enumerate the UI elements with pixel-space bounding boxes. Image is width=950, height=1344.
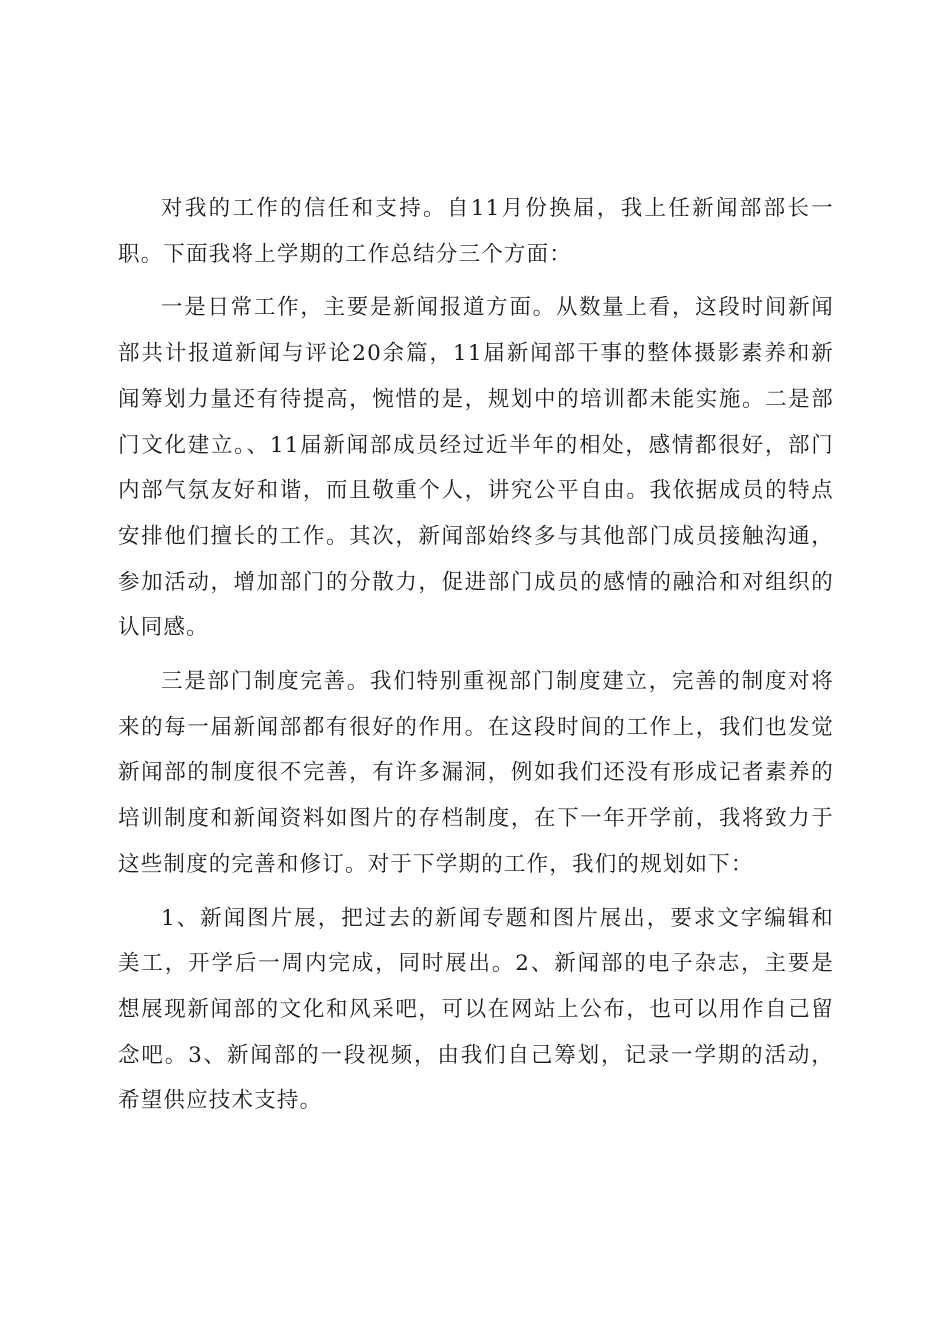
document-body [118, 186, 834, 1132]
paragraph-daily-work: 一是日常工作，主要是新闻报道方面。从数量上看，这段时间新闻部共计报道新闻与评论20余篇，11届新闻部干事的整体摄影素养和新闻筹划力量还有待提高，惋惜的是，规划中的培训都未能实施。二是部门文化建立。、11届新闻部成员经过近半年的相处，感情都很好，部门内部气氛友好和谐，而且敬重个人，讲究公平自由。我依据成员的特点安排他们擅长的工作。其次，新闻部始终多与其他部门成员接触沟通，参加活动，增加部门的分散力，促进部门成员的感情的融洽和对组织的认同感。 [118, 295, 834, 641]
paragraph-system-improvement: 三是部门制度完善。我们特别重视部门制度建立，完善的制度对将来的每一届新闻部都有很好的作用。在这段时间的工作上，我们也发觉新闻部的制度很不完善，有许多漏洞，例如我们还没有形成记者素养的培训制度和新闻资料如图片的存档制度，在下一年开学前，我将致力于这些制度的完善和修订。对于下学期的工作，我们的规划如下： [118, 669, 834, 877]
paragraph-intro: 对我的工作的信任和支持。自11月份换届，我上任新闻部部长一职。下面我将上学期的工作总结分三个方面： [118, 196, 834, 267]
paragraph-next-semester-plan: 1、新闻图片展，把过去的新闻专题和图片展出，要求文字编辑和美工，开学后一周内完成，同时展出。2、新闻部的电子杂志，主要是想展现新闻部的文化和风采吧，可以在网站上公布，也可以用作自己留念吧。3、新闻部的一段视频，由我们自己筹划，记录一学期的活动，希望供应技术支持。 [118, 905, 834, 1114]
